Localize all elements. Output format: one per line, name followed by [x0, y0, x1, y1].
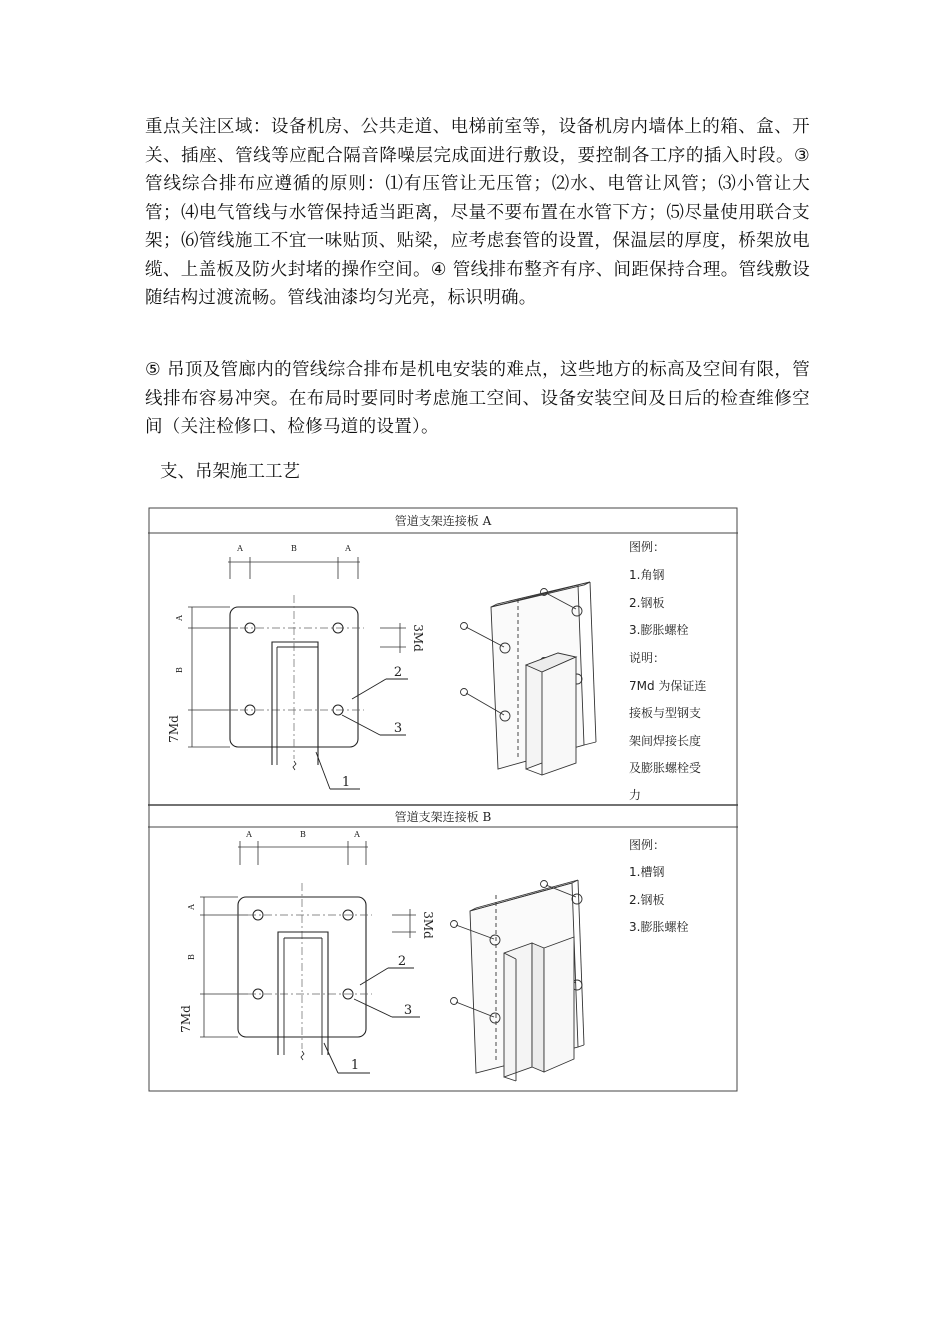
callout-1: 1 [350, 1058, 360, 1073]
callout-3: 3 [393, 721, 403, 736]
legend-item-1: 1.角钢 [629, 568, 665, 582]
panel-a-title: 管道支架连接板 A [394, 514, 492, 528]
legend-item-1: 1.槽钢 [629, 865, 665, 879]
dim-left-7md: 7Md [167, 715, 181, 743]
paragraph-1: 重点关注区域：设备机房、公共走道、电梯前室等，设备机房内墙体上的箱、盒、开关、插座、管线等应配合隔音降噪层完成面进行敷设，要控制各工序的插入时段。③ 管线综合排布应遵循的原则：⑴有压管让无压管；⑵水、电管让风管；⑶小管让大管；⑷电气管线与水管保持适当距离，尽量不要布置在水管下方；⑸尽量使用联合支架；⑹管线施工不宜一味贴顶、贴梁，应考虑套管的设置，保温层的厚度，桥架放电缆、上盖板及防火封堵的操作空间。④ 管线排布整齐有序、间距保持合理。管线敷设随结构过渡流畅。管线油漆均匀光亮，标识明确。 [145, 117, 810, 308]
dim-left-b: B [187, 954, 196, 960]
dim-right-3md: 3Md [411, 624, 425, 652]
paragraph-2: ⑤ 吊顶及管廊内的管线综合排布是机电安装的难点，这些地方的标高及空间有限，管线排布容易冲突。在布局时要同时考虑施工空间、设备安装空间及日后的检查维修空间（关注检修口、检修马道的设置）。 [145, 360, 810, 437]
callout-2: 2 [397, 954, 407, 969]
isometric-view-a [461, 582, 597, 775]
dim-right-3md: 3Md [421, 911, 435, 939]
callout-1: 1 [341, 775, 351, 790]
dim-left-7md: 7Md [179, 1005, 193, 1033]
panel-a [167, 513, 706, 802]
note-line: 7Md 为保证连 [629, 679, 707, 693]
legend-item-2: 2.钢板 [629, 893, 665, 907]
note-line: 力 [629, 788, 642, 802]
panel-b [179, 809, 688, 1081]
note-title: 说明： [629, 651, 666, 665]
dim-left-a: A [187, 904, 196, 910]
section-heading: 支、吊架施工工艺 [160, 462, 300, 482]
legend-title: 图例： [629, 540, 666, 554]
legend-item-3: 3.膨胀螺栓 [629, 623, 689, 637]
dim-top-b: B [300, 830, 306, 839]
panel-b-title: 管道支架连接板 B [394, 810, 492, 824]
dim-left-b: B [175, 667, 184, 673]
dim-top-a-right: A [354, 830, 360, 839]
legend-item-2: 2.钢板 [629, 596, 665, 610]
dim-top-a-left: A [246, 830, 252, 839]
dim-left-a: A [175, 615, 184, 621]
callout-2: 2 [393, 665, 403, 680]
bracket-plate-figure [148, 507, 738, 1092]
callout-3: 3 [403, 1003, 413, 1018]
note-line: 接板与型钢支 [629, 706, 702, 720]
dim-top-a-left: A [237, 544, 243, 553]
isometric-view-b [451, 880, 585, 1081]
legend-item-3: 3.膨胀螺栓 [629, 920, 689, 934]
note-line: 架间焊接长度 [629, 734, 702, 748]
dim-top-b: B [291, 544, 297, 553]
legend-title: 图例： [629, 838, 666, 852]
dim-top-a-right: A [345, 544, 351, 553]
note-line: 及膨胀螺栓受 [629, 761, 702, 775]
